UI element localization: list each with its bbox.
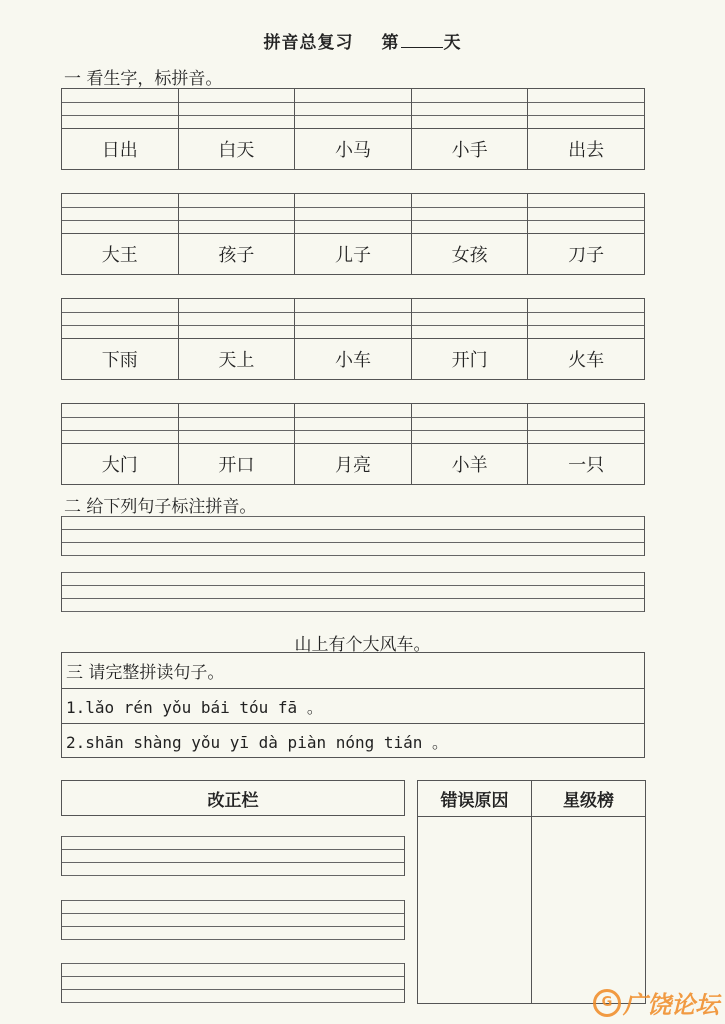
character-word: 出去 [528,128,644,169]
pinyin-writing-area[interactable] [179,194,295,233]
pinyin-writing-area[interactable] [528,194,644,233]
watermark-text: 广饶论坛 [623,991,719,1019]
section2-title: 二 给下列句子标注拼音。 [64,497,257,517]
pinyin-writing-area[interactable] [528,89,644,128]
correction-lines-3[interactable] [61,963,405,1003]
error-reason-column[interactable] [418,781,531,1003]
day-prefix: 第 [381,33,400,53]
character-word: 一只 [528,443,644,484]
pinyin-writing-area[interactable] [179,299,295,338]
character-word: 小马 [295,128,411,169]
grid-cell [294,194,411,274]
character-grid-1 [61,88,645,170]
pinyin-writing-area[interactable] [179,404,295,443]
grid-cell [411,89,528,169]
character-word: 小车 [295,338,411,379]
pinyin-writing-area[interactable] [412,194,528,233]
section1-title: 一 看生字，标拼音。 [64,69,223,89]
grid-cell [178,194,295,274]
day-blank[interactable] [401,33,443,48]
correction-header: 改正栏 [61,780,405,816]
star-rating-header: 星级榜 [532,781,645,817]
character-word: 火车 [528,338,644,379]
character-word: 孩子 [179,233,295,274]
review-title: 拼音总复习 [263,33,354,53]
character-grid-2 [61,193,645,275]
grid-cell [178,89,295,169]
character-grid-4 [61,403,645,485]
character-word: 天上 [179,338,295,379]
character-word: 女孩 [412,233,528,274]
grid-cell [62,194,178,274]
character-word: 开口 [179,443,295,484]
section3-box [61,652,645,758]
character-word: 月亮 [295,443,411,484]
pinyin-writing-area[interactable] [295,404,411,443]
grid-cell [62,89,178,169]
pinyin-writing-area[interactable] [412,299,528,338]
character-word: 小羊 [412,443,528,484]
forum-watermark [593,985,719,1020]
pinyin-writing-area[interactable] [295,89,411,128]
grid-cell [178,299,295,379]
character-word: 儿子 [295,233,411,274]
pinyin-writing-area[interactable] [62,194,178,233]
character-word: 刀子 [528,233,644,274]
section3-title: 三 请完整拼读句子。 [66,663,225,683]
pinyin-writing-area[interactable] [179,89,295,128]
correction-lines-1[interactable] [61,836,405,876]
pinyin-writing-area[interactable] [295,299,411,338]
pinyin-lines-2[interactable] [61,572,645,612]
pinyin-writing-area[interactable] [412,404,528,443]
pinyin-writing-area[interactable] [62,89,178,128]
pinyin-writing-area[interactable] [412,89,528,128]
grid-cell [411,299,528,379]
grid-cell [527,404,644,484]
character-word: 日出 [62,128,178,169]
grid-cell [62,299,178,379]
grid-cell [294,299,411,379]
grid-cell [527,194,644,274]
grid-cell [294,89,411,169]
error-reason-table [417,780,646,1004]
grid-cell [411,194,528,274]
character-word: 下雨 [62,338,178,379]
grid-cell [411,404,528,484]
character-word: 开门 [412,338,528,379]
page-title [0,28,725,53]
sentence-to-annotate: 山上有个大风车。 [294,635,431,655]
grid-cell [62,404,178,484]
pinyin-writing-area[interactable] [528,404,644,443]
grid-cell [294,404,411,484]
pinyin-sentence-2: 2.shān shàng yǒu yī dà piàn nóng tián 。 [62,723,644,758]
grid-cell [527,89,644,169]
character-word: 小手 [412,128,528,169]
day-suffix: 天 [443,33,462,53]
pinyin-writing-area[interactable] [295,194,411,233]
grid-cell [527,299,644,379]
pinyin-writing-area[interactable] [62,404,178,443]
pinyin-writing-area[interactable] [528,299,644,338]
character-word: 大门 [62,443,178,484]
character-grid-3 [61,298,645,380]
correction-lines-2[interactable] [61,900,405,940]
character-word: 白天 [179,128,295,169]
logo-g-icon: G [593,989,621,1017]
character-word: 大王 [62,233,178,274]
pinyin-writing-area[interactable] [62,299,178,338]
error-reason-header: 错误原因 [418,781,531,817]
pinyin-lines-1[interactable] [61,516,645,556]
pinyin-sentence-1: 1.lǎo rén yǒu bái tóu fā 。 [62,688,644,723]
star-rating-column[interactable] [531,781,645,1003]
grid-cell [178,404,295,484]
